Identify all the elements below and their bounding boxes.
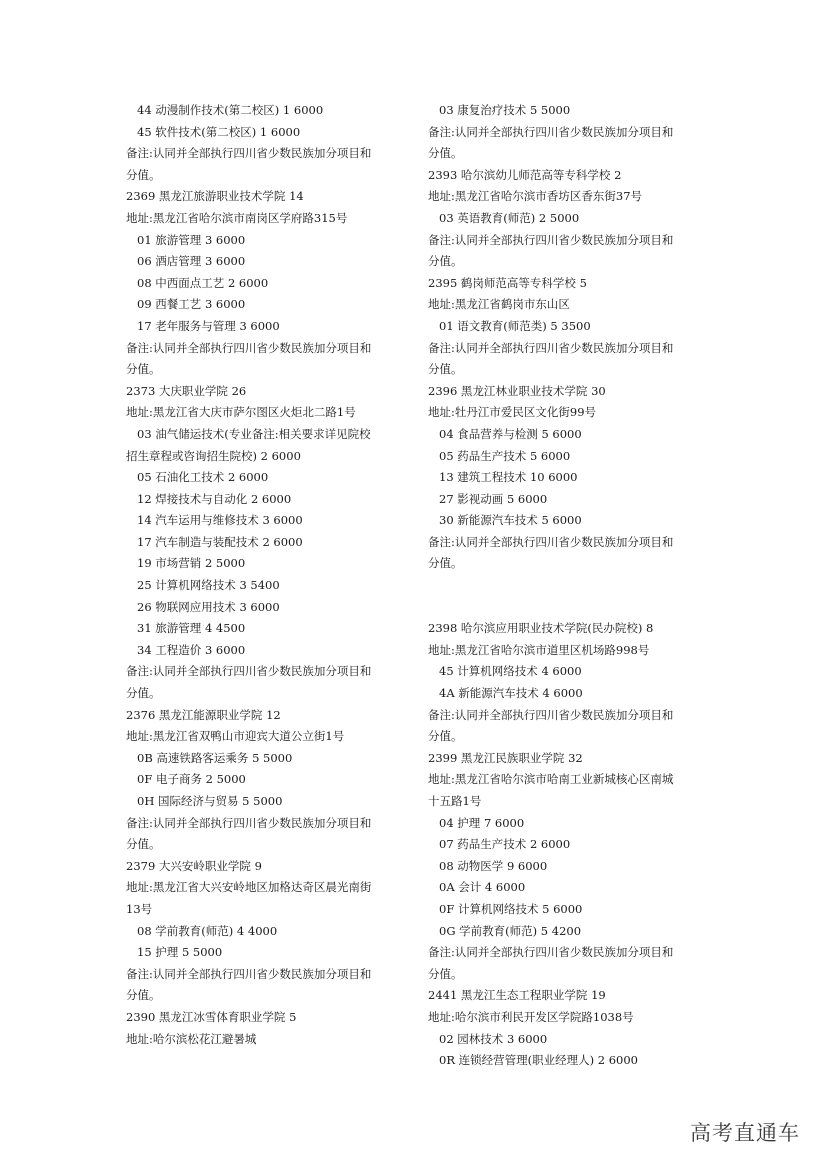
school-header: 2399 黑龙江民族职业学院 32 bbox=[428, 750, 583, 765]
program-line: 01 语文教育(师范类) 5 3500 bbox=[439, 318, 591, 333]
program-line: 0F 计算机网络技术 5 6000 bbox=[439, 901, 583, 916]
program-line: 0B 高速铁路客运乘务 5 5000 bbox=[137, 750, 293, 765]
program-line: 08 动物医学 9 6000 bbox=[439, 858, 548, 873]
school-header: 2441 黑龙江生态工程职业学院 19 bbox=[428, 988, 606, 1003]
note-line: 分值。 bbox=[126, 686, 161, 701]
program-line: 0G 学前教育(师范) 5 4200 bbox=[439, 923, 582, 938]
note-line: 备注:认同并全部执行四川省少数民族加分项目和 bbox=[428, 534, 674, 549]
program-line: 45 软件技术(第二校区) 1 6000 bbox=[137, 124, 301, 139]
school-header: 2395 鹤岗师范高等专科学校 5 bbox=[428, 275, 587, 290]
school-header: 2376 黑龙江能源职业学院 12 bbox=[126, 707, 281, 722]
program-line: 30 新能源汽车技术 5 6000 bbox=[439, 513, 582, 528]
program-line: 03 英语教育(师范) 2 5000 bbox=[439, 210, 580, 225]
school-address: 地址:哈尔滨松花江避暑城 bbox=[126, 1031, 257, 1046]
program-line: 03 油气储运技术(专业备注:相关要求详见院校 bbox=[137, 426, 371, 441]
school-address: 地址:黑龙江省鹤岗市东山区 bbox=[428, 297, 570, 312]
school-address: 地址:黑龙江省双鸭山市迎宾大道公立街1号 bbox=[126, 729, 345, 744]
note-line: 分值。 bbox=[126, 988, 161, 1003]
note-line: 备注:认同并全部执行四川省少数民族加分项目和 bbox=[126, 340, 372, 355]
note-line: 分值。 bbox=[126, 837, 161, 852]
note-line: 招生章程或咨询招生院校) 2 6000 bbox=[126, 448, 301, 463]
program-line: 26 物联网应用技术 3 6000 bbox=[137, 599, 280, 614]
program-line: 07 药品生产技术 2 6000 bbox=[439, 837, 571, 852]
program-line: 0F 电子商务 2 5000 bbox=[137, 772, 246, 787]
program-line: 09 西餐工艺 3 6000 bbox=[137, 297, 246, 312]
school-header: 2398 哈尔滨应用职业技术学院(民办院校) 8 bbox=[428, 621, 654, 636]
left-column bbox=[126, 100, 411, 1050]
school-address: 地址:黑龙江省大兴安岭地区加格达奇区晨光南街 bbox=[126, 880, 372, 895]
watermark-logo: 高考直通车 bbox=[690, 1121, 800, 1145]
school-address: 地址:黑龙江省哈尔滨市南岗区学府路315号 bbox=[126, 210, 348, 225]
program-line: 0R 连锁经营管理(职业经理人) 2 6000 bbox=[439, 1053, 638, 1068]
school-header: 2373 大庆职业学院 26 bbox=[126, 383, 247, 398]
school-header: 2393 哈尔滨幼儿师范高等专科学校 2 bbox=[428, 167, 622, 182]
program-line: 17 老年服务与管理 3 6000 bbox=[137, 318, 280, 333]
note-line: 备注:认同并全部执行四川省少数民族加分项目和 bbox=[126, 815, 372, 830]
note-line: 分值。 bbox=[428, 556, 463, 571]
note-line: 备注:认同并全部执行四川省少数民族加分项目和 bbox=[126, 664, 372, 679]
program-line: 34 工程造价 3 6000 bbox=[137, 642, 246, 657]
program-line: 19 市场营销 2 5000 bbox=[137, 556, 246, 571]
right-column bbox=[428, 100, 713, 1072]
program-line: 45 计算机网络技术 4 6000 bbox=[439, 664, 582, 679]
program-line: 03 康复治疗技术 5 5000 bbox=[439, 103, 571, 117]
blank-line bbox=[428, 575, 713, 597]
school-address: 地址:黑龙江省哈尔滨市道里区机场路998号 bbox=[428, 642, 650, 657]
school-address: 地址:哈尔滨市利民开发区学院路1038号 bbox=[428, 1009, 634, 1024]
note-line: 分值。 bbox=[428, 362, 463, 377]
note-line: 备注:认同并全部执行四川省少数民族加分项目和 bbox=[126, 966, 372, 981]
program-line: 05 药品生产技术 5 6000 bbox=[439, 448, 571, 463]
note-line: 13号 bbox=[126, 901, 153, 916]
note-line: 分值。 bbox=[126, 167, 161, 182]
note-line: 备注:认同并全部执行四川省少数民族加分项目和 bbox=[428, 232, 674, 247]
program-line: 13 建筑工程技术 10 6000 bbox=[439, 470, 578, 485]
program-line: 0H 国际经济与贸易 5 5000 bbox=[137, 794, 283, 808]
program-line: 08 学前教育(师范) 4 4000 bbox=[137, 923, 278, 938]
school-address: 地址:牡丹江市爱民区文化街99号 bbox=[428, 405, 597, 420]
program-line: 31 旅游管理 4 4500 bbox=[137, 621, 246, 636]
program-line: 02 园林技术 3 6000 bbox=[439, 1031, 548, 1046]
program-line: 06 酒店管理 3 6000 bbox=[137, 254, 246, 269]
note-line: 备注:认同并全部执行四川省少数民族加分项目和 bbox=[428, 945, 674, 960]
note-line: 分值。 bbox=[428, 966, 463, 981]
program-line: 15 护理 5 5000 bbox=[137, 945, 223, 960]
program-line: 25 计算机网络技术 3 5400 bbox=[137, 578, 280, 593]
blank-line bbox=[428, 597, 713, 619]
note-line: 备注:认同并全部执行四川省少数民族加分项目和 bbox=[428, 340, 674, 355]
note-line: 备注:认同并全部执行四川省少数民族加分项目和 bbox=[428, 707, 674, 722]
note-line: 分值。 bbox=[428, 254, 463, 269]
program-line: 14 汽车运用与维修技术 3 6000 bbox=[137, 513, 303, 528]
program-line: 12 焊接技术与自动化 2 6000 bbox=[137, 491, 292, 506]
program-line: 04 食品营养与检测 5 6000 bbox=[439, 426, 582, 441]
program-line: 17 汽车制造与装配技术 2 6000 bbox=[137, 534, 303, 549]
school-header: 2369 黑龙江旅游职业技术学院 14 bbox=[126, 189, 304, 204]
program-line: 44 动漫制作技术(第二校区) 1 6000 bbox=[137, 103, 324, 117]
school-address: 地址:黑龙江省哈尔滨市哈南工业新城核心区南城 bbox=[428, 772, 674, 787]
school-address: 地址:黑龙江省大庆市萨尔图区火炬北二路1号 bbox=[126, 405, 356, 420]
school-header: 2390 黑龙江冰雪体育职业学院 5 bbox=[126, 1009, 297, 1024]
note-line: 十五路1号 bbox=[428, 794, 482, 808]
note-line: 备注:认同并全部执行四川省少数民族加分项目和 bbox=[428, 124, 674, 139]
note-line: 分值。 bbox=[126, 362, 161, 377]
school-header: 2379 大兴安岭职业学院 9 bbox=[126, 858, 262, 873]
program-line: 01 旅游管理 3 6000 bbox=[137, 232, 246, 247]
school-address: 地址:黑龙江省哈尔滨市香坊区香东街37号 bbox=[428, 189, 643, 204]
school-header: 2396 黑龙江林业职业技术学院 30 bbox=[428, 383, 606, 398]
program-line: 04 护理 7 6000 bbox=[439, 815, 525, 830]
program-line: 4A 新能源汽车技术 4 6000 bbox=[439, 686, 583, 701]
note-line: 分值。 bbox=[428, 146, 463, 161]
program-line: 0A 会计 4 6000 bbox=[439, 880, 526, 895]
program-line: 05 石油化工技术 2 6000 bbox=[137, 470, 269, 485]
note-line: 分值。 bbox=[428, 729, 463, 744]
program-line: 08 中西面点工艺 2 6000 bbox=[137, 275, 269, 290]
note-line: 备注:认同并全部执行四川省少数民族加分项目和 bbox=[126, 146, 372, 161]
program-line: 27 影视动画 5 6000 bbox=[439, 491, 548, 506]
